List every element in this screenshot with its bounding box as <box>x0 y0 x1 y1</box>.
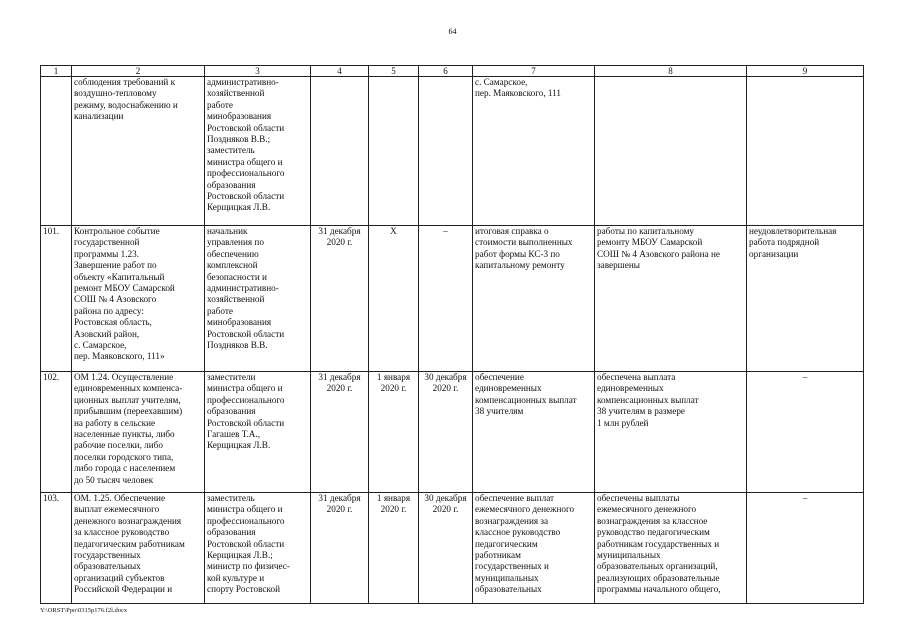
row-number <box>41 77 72 226</box>
result-cell: обеспечена выплата единовременных компенсационных выплат 38 учителям в размере 1 млн рублей <box>595 372 747 493</box>
responsible-cell: заместители министра общего и профессионального образования Ростовской области Гагашев Т.А., Керщицкая Л.В. <box>205 372 311 493</box>
col-header-2: 2 <box>72 66 205 77</box>
table-row <box>41 372 864 493</box>
col-header-9: 9 <box>747 66 864 77</box>
col-header-5: 5 <box>369 66 419 77</box>
col-header-3: 3 <box>205 66 311 77</box>
header-row <box>41 66 864 77</box>
event-cell: ОМ. 1.25. Обеспечение выплат ежемесячного денежного вознаграждения за классное руководство педагогическим работникам государственных образовательных организаций субъектов Российской Федерации и <box>72 493 205 604</box>
responsible-cell: заместитель министра общего и профессионального образования Ростовской области Керщицкая Л.В.; министр по физичес- кой культуре и спорту Ростовской <box>205 493 311 604</box>
document-cell: итоговая справка о стоимости выполненных работ формы КС-3 по капитальному ремонту <box>473 226 595 372</box>
col-header-4: 4 <box>311 66 369 77</box>
event-cell: соблюдения требований к воздушно-тепловому режиму, водоснабжению и канализации <box>72 77 205 226</box>
report-table <box>40 65 864 604</box>
row-number: 101. <box>41 226 72 372</box>
row-number: 103. <box>41 493 72 604</box>
date-plan-cell: 31 декабря 2020 г. <box>311 372 369 493</box>
date-end-cell: 30 декабря 2020 г. <box>419 372 473 493</box>
date-start-cell: 1 января 2020 г. <box>369 372 419 493</box>
responsible-cell: административно- хозяйственной работе минобразования Ростовской области Поздняков В.В.; заместитель министра общего и профессионального образования Ростовской области Керщицкая Л.В. <box>205 77 311 226</box>
date-end-cell <box>419 77 473 226</box>
result-cell <box>595 77 747 226</box>
table-row <box>41 493 864 604</box>
col-header-6: 6 <box>419 66 473 77</box>
result-cell: работы по капитальному ремонту МБОУ Самарской СОШ № 4 Азовского района не завершены <box>595 226 747 372</box>
document-cell: обеспечение единовременных компенсационных выплат 38 учителям <box>473 372 595 493</box>
date-plan-cell: 31 декабря 2020 г. <box>311 493 369 604</box>
result-cell: обеспечены выплаты ежемесячного денежного вознаграждения за классное руководство педагогическим работникам государственных и муниципальных образовательных организаций, реализующих образовательные программы начального общего, <box>595 493 747 604</box>
reason-cell: – <box>747 372 864 493</box>
col-header-1: 1 <box>41 66 72 77</box>
table-row <box>41 77 864 226</box>
date-end-cell: – <box>419 226 473 372</box>
col-header-8: 8 <box>595 66 747 77</box>
responsible-cell: начальник управления по обеспечению комплексной безопасности и административно- хозяйственной работе минобразования Ростовской области Поздняков В.В. <box>205 226 311 372</box>
event-cell: ОМ 1.24. Осуществление единовременных компенса- ционных выплат учителям, прибывшим (переехавшим) на работу в сельские населенные пункты, либо рабочие поселки, либо поселки городского типа, либо города с населением до 50 тысяч человек <box>72 372 205 493</box>
date-start-cell: 1 января 2020 г. <box>369 493 419 604</box>
file-path-footer: Y:\ORST\Ppo\0315p176.f2l.docx <box>40 607 128 614</box>
page-number: 64 <box>448 27 457 36</box>
date-start-cell: Х <box>369 226 419 372</box>
reason-cell: неудовлетворительная работа подрядной организации <box>747 226 864 372</box>
date-plan-cell <box>311 77 369 226</box>
document-cell: с. Самарское, пер. Маяковского, 111 <box>473 77 595 226</box>
reason-cell <box>747 77 864 226</box>
date-end-cell: 30 декабря 2020 г. <box>419 493 473 604</box>
date-plan-cell: 31 декабря 2020 г. <box>311 226 369 372</box>
reason-cell: – <box>747 493 864 604</box>
col-header-7: 7 <box>473 66 595 77</box>
document-cell: обеспечение выплат ежемесячного денежного вознаграждения за классное руководство педагогическим работникам государственных и муниципальных образовательных <box>473 493 595 604</box>
row-number: 102. <box>41 372 72 493</box>
event-cell: Контрольное событие государственной программы 1.23. Завершение работ по объекту «Капитальный ремонт МБОУ Самарской СОШ № 4 Азовского района по адресу: Ростовская область, Азовский район, с. Самарское, пер. Маяковского, 111» <box>72 226 205 372</box>
date-start-cell <box>369 77 419 226</box>
table-row <box>41 226 864 372</box>
